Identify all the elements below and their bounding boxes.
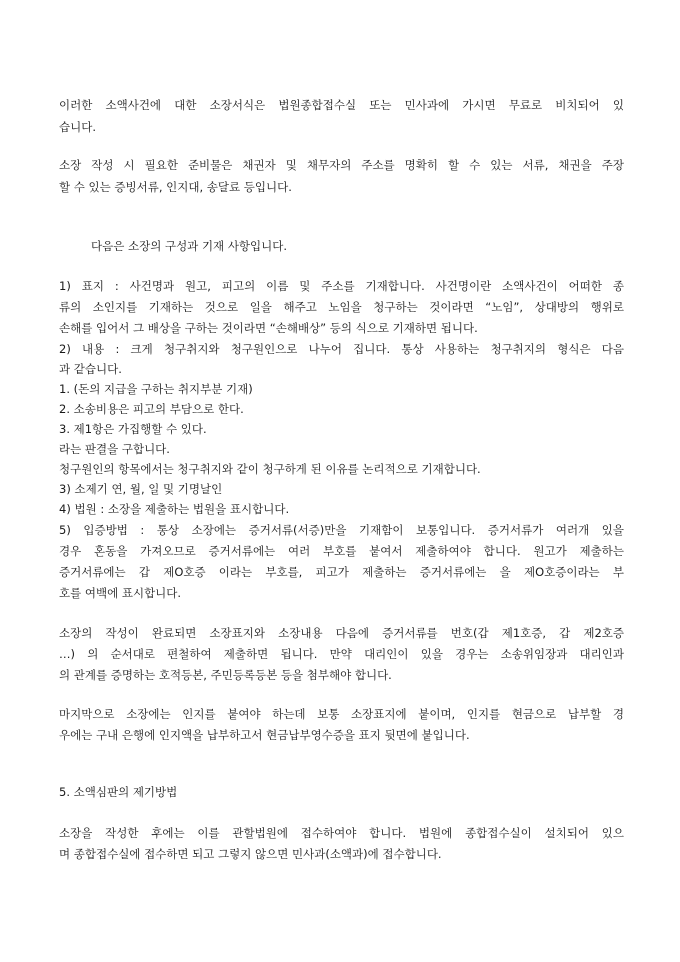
text-line: 소장을 작성한 후에는 이를 관할법원에 접수하여야 합니다. 법원에 종합접수실이 설치되어 있으 [59, 826, 624, 840]
list-item: 4) 법원 : 소장을 제출하는 법원을 표시합니다. [59, 502, 290, 516]
text-line: 호를 여백에 표시합니다. [59, 586, 182, 600]
text-line: 1) 표지 : 사건명과 원고, 피고의 이름 및 주소를 기재합니다. 사건명이란 소액사건이 어떠한 종 [59, 279, 624, 293]
text-line: 소장 작성 시 필요한 준비물은 채권자 및 채무자의 주소를 명확히 할 수 있는 서류, 채권을 주장 [59, 158, 624, 172]
text-line: 라는 판결을 구합니다. [59, 442, 170, 456]
text-line: 의 관계를 증명하는 호적등본, 주민등록등본 등을 첨부해야 합니다. [59, 668, 392, 682]
text-line: 우에는 구내 은행에 인지액을 납부하고서 현금납부영수증을 표지 뒷면에 붙입니다. [59, 728, 470, 742]
text-line: 류의 소인지를 기재하는 것으로 일을 해주고 노임을 청구하는 것이라면 “노임”, 상대방의 행위로 [59, 300, 624, 314]
text-line: 이러한 소액사건에 대한 소장서식은 법원종합접수실 또는 민사과에 가시면 무료로 비치되어 있 [59, 98, 624, 112]
list-item: 2. 소송비용은 피고의 부담으로 한다. [59, 402, 244, 416]
text-line: 소장의 작성이 완료되면 소장표지와 소장내용 다음에 증거서류를 번호(갑 제1호증, 갑 제2호증 [59, 626, 624, 640]
text-line: 며 종합접수실에 접수하면 되고 그렇지 않으면 민사과(소액과)에 접수합니다. [59, 847, 442, 861]
list-item: 5) 입증방법 : 통상 소장에는 증거서류(서증)만을 기재함이 보통입니다. 증거서류가 여러개 있을 [59, 523, 624, 537]
list-item: 3) 소제기 연, 월, 일 및 기명날인 [59, 482, 223, 496]
text-line: 청구원인의 항목에서는 청구취지와 같이 청구하게 된 이유를 논리적으로 기재합니다. [59, 462, 481, 476]
section-heading: 5. 소액심판의 제기방법 [59, 785, 178, 799]
text-line: …) 의 순서대로 편철하여 제출하면 됩니다. 만약 대리인이 있을 경우는 소송위임장과 대리인과 [59, 647, 624, 661]
section-intro: 다음은 소장의 구성과 기재 사항입니다. [91, 239, 288, 253]
text-line: 2) 내용 : 크게 청구취지와 청구원인으로 나누어 집니다. 통상 사용하는 청구취지의 형식은 다음 [59, 342, 624, 356]
text-line: 과 같습니다. [59, 362, 122, 376]
text-line: 할 수 있는 증빙서류, 인지대, 송달료 등입니다. [59, 180, 292, 194]
list-item: 1. (돈의 지급을 구하는 취지부분 기재) [59, 382, 253, 396]
text-line: 경우 혼동을 가져오므로 증거서류에는 여러 부호를 붙여서 제출하여야 합니다. 원고가 제출하는 [59, 544, 624, 558]
text-line: 증거서류에는 갑 제O호증 이라는 부호를, 피고가 제출하는 증거서류에는 을 제O호증이라는 부 [59, 565, 624, 579]
text-line: 손해를 입어서 그 배상을 구하는 것이라면 “손해배상” 등의 식으로 기재하면 됩니다. [59, 321, 478, 335]
text-line: 마지막으로 소장에는 인지를 붙여야 하는데 보통 소장표지에 붙이며, 인지를 현금으로 납부할 경 [59, 707, 624, 721]
text-line: 습니다. [59, 120, 96, 134]
list-item: 3. 제1항은 가집행할 수 있다. [59, 422, 207, 436]
